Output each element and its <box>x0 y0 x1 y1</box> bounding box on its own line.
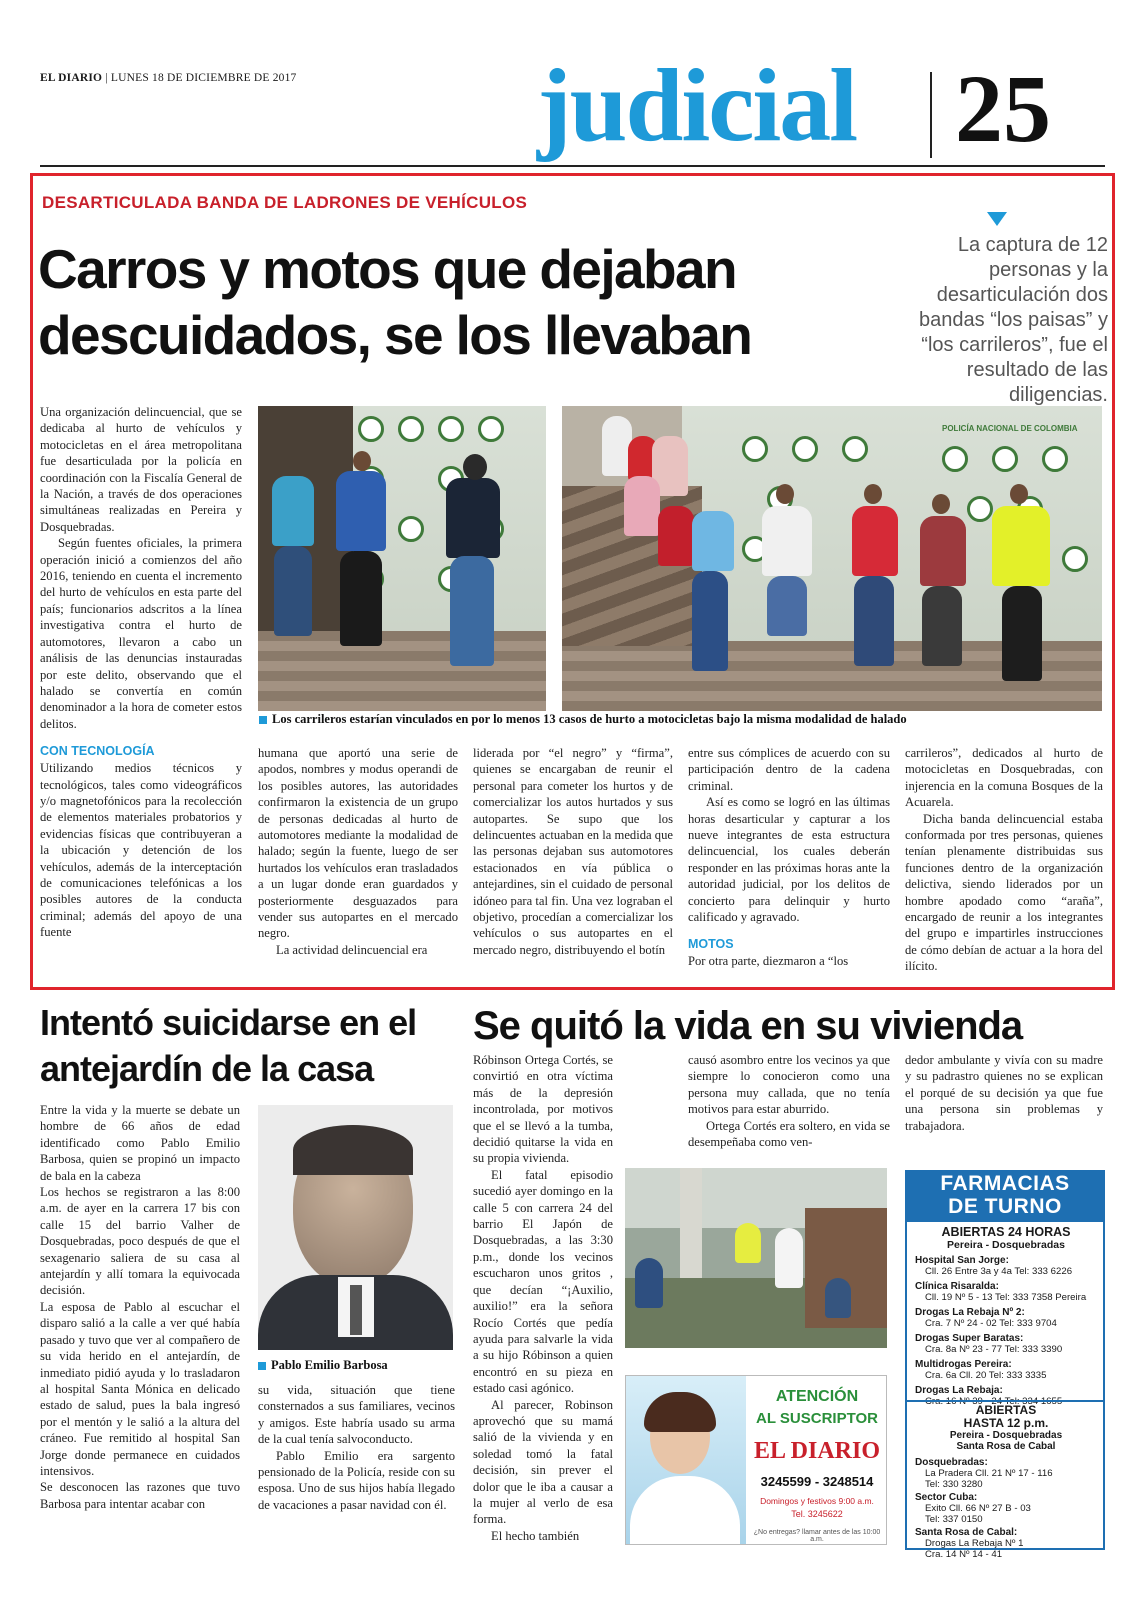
main-col-3 <box>473 745 673 958</box>
photo-wall-text: POLICÍA NACIONAL DE COLOMBIA <box>942 424 1078 433</box>
body-text: La actividad delincuencial era <box>276 942 428 957</box>
caption-square-icon <box>258 1362 266 1370</box>
section-divider <box>930 72 932 158</box>
story3-col-1 <box>473 1052 613 1544</box>
body-text: liderada por “el negro” y “firma”, quienes se encargaban de reunir el personal para cometer los hurtos y de comercializar los autos hurtados y sus autopartes. Se supo que los delincuentes actuaban en la medida que las personas dejaban sus automotores estacionados en vía pública o antejardines, sin el cuidado de personal idóneo para tal fin. Una vez lograban el objetivo, procedían a comercializar los vehículos o sus autopartes en el mercado negro, distribuyendo el botín <box>473 746 673 957</box>
masthead <box>40 48 1105 170</box>
body-text: Por otra parte, diezmaron a “los <box>688 954 849 969</box>
pharmacy-item: Dosquebradas: La Pradera Cll. 21 Nº 17 - 116 Tel: 330 3280 <box>915 1457 1053 1490</box>
pharmacies-12h-sub-2: Santa Rosa de Cabal <box>956 1441 1056 1452</box>
body-text: causó asombro entre los vecinos ya que siempre lo conocieron como una persona muy callada, que no tenía motivos para estar aburrido. <box>688 1053 890 1117</box>
body-text: carrileros”, dedicados al hurto de motocicletas en Dosquebradas, con injerencia en la comuna Bosques de la Acuarela. <box>905 746 1103 810</box>
pharmacies-24h: ABIERTAS 24 HORAS <box>941 1225 1071 1239</box>
pharmacies-header <box>907 1172 1103 1222</box>
body-text: entre sus cómplices de acuerdo con su participación dentro de la cadena criminal. <box>688 746 890 793</box>
ad-phones: 3245599 - 3248514 <box>760 1474 874 1489</box>
subscriber-ad[interactable] <box>625 1375 887 1545</box>
deck-arrow-icon <box>987 212 1007 226</box>
ad-tel: Tel. 3245622 <box>791 1509 843 1519</box>
story3-col-3 <box>905 1052 1103 1134</box>
story2-col-1 <box>40 1102 240 1512</box>
ad-note: ¿No entregas? llamar antes de las 10:00 a.m. <box>753 1529 881 1543</box>
body-text: Utilizando medios técnicos y tecnológicos, tales como videográficos y/o magnetofónicos para la recolección de elementos materiales probatorios y evidencias físicas que contribuyeran a la ubicación y detención de los vehículos, además de la interceptación de comunicaciones telefónicas a los posibles autores de la conducta criminal; además del apoyo de una fuente <box>40 761 242 940</box>
body-text: Dicha banda delincuencial estaba conformada por tres personas, quienes tenían plenamente distribuidas sus funciones dentro de la organización delictiva, siendo liderados por un hombre apodado como “araña”, encargado de reunir a los integrantes del grupo e impartirles instrucciones de cómo debían de actuar a la hora del ilícito. <box>905 811 1103 974</box>
masthead-rule <box>40 165 1105 167</box>
story3-headline: Se quitó la vida en su vivienda <box>473 1004 1023 1048</box>
body-text: El hecho también <box>491 1528 580 1543</box>
pharmacy-item: Drogas La Rebaja Nº 2: Cra. 7 Nº 24 - 02 Tel: 333 9704 <box>915 1307 1057 1329</box>
story2-caption: Pablo Emilio Barbosa <box>271 1358 388 1372</box>
main-photo-left <box>258 406 546 711</box>
body-text: su vida, situación que tiene consternados a sus familiares, vecinos y amigos. Este habría usado su arma de la cual tenía salvoconducto. <box>258 1383 455 1447</box>
issue-date: LUNES 18 DE DICIEMBRE DE 2017 <box>110 72 297 84</box>
story2-portrait <box>258 1105 453 1350</box>
body-text: Pablo Emilio era sargento pensionado de la Policía, reside con su esposa. Uno de sus hijos había llegado de vacaciones a pasar navidad con él. <box>258 1448 455 1512</box>
subhead-tecnologia: CON TECNOLOGÍA <box>40 744 155 759</box>
body-text: Entre la vida y la muerte se debate un hombre de 66 años de edad identificado como Pablo Emilio Barbosa, quien se propinó un impacto de bala en la cabeza Los hechos se registraron a las 8:00 a.m. de ayer en la carrera 17 bis con calle 15 del barrio Valher de Dosquebradas, poco después de que el sexagenario saliera de su casa al antejardín y allí tomara la equivocada decisión. La esposa de Pablo al escuchar el disparo salió a la calle a ver qué había pasado y tuvo que ver al compañero de su vida herido en el antejardín, de inmediato pidió ayuda y lo trasladaron al hospital Santa Mónica en delicado estado de salud, pues la bala ingresó por el mentón y le salió a la altura del cráneo. Fue remitido al hospital San Jorge donde permanece en cuidados intensivos. Se desconocen las razones que tuvo Barbosa para intentar acabar con <box>40 1103 240 1511</box>
main-photo-right <box>562 406 1102 711</box>
pharmacies-title-1: FARMACIAS <box>940 1172 1070 1195</box>
story2-col-2 <box>258 1382 455 1513</box>
story2-headline: Intentó suicidarse en el antejardín de la casa <box>40 1002 417 1089</box>
ad-brand: EL DIARIO <box>753 1438 881 1464</box>
body-text: Una organización delincuencial, que se dedicaba al hurto de vehículos y motocicletas en el área metropolitana fue desarticulada por la policía en coordinación con la Fiscalía General de la Nación, a través de dos operaciones simultáneas realizadas en Pereira y Dosquebradas. <box>40 405 242 534</box>
subhead-motos: MOTOS <box>688 937 734 952</box>
section-title: judicial <box>537 48 857 163</box>
main-headline: Carros y motos que dejaban descuidados, se los llevaban <box>38 238 752 366</box>
ad-operator-photo <box>626 1376 746 1545</box>
main-col-4 <box>688 745 890 970</box>
body-text: humana que aportó una serie de apodos, nombres y modus operandi de los posibles autores, las autoridades confirmaron la existencia de un grupo de personas dedicadas al hurto de automotores mediante la modalidad de halado; según la fuente, luego de ser hurtados los vehículos eran trasladados a un lugar donde eran guardados y posteriormente desguazados para vender sus autopartes en el mercado negro. <box>258 746 458 941</box>
main-col-5 <box>905 745 1103 975</box>
ad-line-2: AL SUSCRIPTOR <box>756 1410 878 1427</box>
main-col-2 <box>258 745 458 958</box>
story3-col-2 <box>688 1052 890 1150</box>
pharmacies-24h-sub: Pereira - Dosquebradas <box>947 1239 1065 1251</box>
story3-photo <box>625 1168 887 1348</box>
paper-name: EL DIARIO <box>40 72 103 84</box>
main-kicker: DESARTICULADA BANDA DE LADRONES DE VEHÍCULOS <box>42 193 528 212</box>
pharmacy-item: Multidrogas Pereira: Cra. 6a Cll. 20 Tel: 333 3335 <box>915 1359 1047 1381</box>
main-photo-caption: Los carrileros estarían vinculados en por lo menos 13 casos de hurto a motocicletas bajo la misma modalidad de halado <box>272 712 907 726</box>
body-text: Según fuentes oficiales, la primera operación inició a comienzos del año 2016, teniendo en cuenta el incremento del hurto de vehículos en esta parte del país; funcionarios adscritos a la línea investigativa contra el hurto de automotores, llevaron a cabo un análisis de las denuncias instauradas por este delito, observando que el halado se convertía en común denominador a la hora de cometer estos delitos. <box>40 536 242 731</box>
ad-line-1: ATENCIÓN <box>775 1388 859 1405</box>
pharmacies-title-2: DE TURNO <box>948 1195 1062 1218</box>
masthead-dateline: EL DIARIO | LUNES 18 DE DICIEMBRE DE 2017 <box>40 72 297 84</box>
pharmacies-box <box>905 1170 1105 1560</box>
ad-hours: Domingos y festivos 9:00 a.m. <box>760 1496 874 1506</box>
pharmacies-12h-b: HASTA 12 p.m. <box>963 1416 1049 1430</box>
body-text: Róbinson Ortega Cortés, se convirtió en otra víctima más de la depresión incontrolada, por motivos que el se llevó a la tumba, decidió quitarse la vida en su propia vivienda. <box>473 1053 613 1166</box>
body-text: Ortega Cortés era soltero, en vida se desempeñaba como ven- <box>688 1118 890 1150</box>
pharmacy-item: Hospital San Jorge: Cll. 26 Entre 3a y 4a Tel: 333 6226 <box>915 1255 1073 1277</box>
pharmacies-12h-sub-1: Pereira - Dosquebradas <box>949 1430 1063 1441</box>
body-text: El fatal episodio sucedió ayer domingo en la calle 5 con carrera 24 del barrio El Japón de Dosquebradas, a las 3:30 p.m., donde los vecinos escucharon unos gritos , que decían “¡Auxilio, auxilio!” era la señora Rocío Cortés que pedía ayuda para salvarle la vida a su hijo Róbinson a quien encontró en su pieza en estado casi agónico. <box>473 1167 613 1396</box>
pharmacy-item: Santa Rosa de Cabal: Drogas La Rebaja Nº 1 Cra. 14 Nº 14 - 41 <box>915 1527 1024 1560</box>
pharmacies-12h: ABIERTAS <box>975 1403 1037 1417</box>
body-text: dedor ambulante y vivía con su madre y su padrastro quienes no se explican el porqué de su decisión ya que fue una persona sin problemas y trabajadora. <box>905 1053 1103 1133</box>
pharmacy-item: Sector Cuba: Exito Cll. 66 Nº 27 B - 03 Tel: 337 0150 <box>915 1492 1031 1525</box>
pharmacy-item: Clínica Risaralda: Cll. 19 Nº 5 - 13 Tel: 333 7358 Pereira <box>915 1281 1087 1303</box>
body-text: Al parecer, Robinson aprovechó que su mamá salió de la vivienda y en soledad tomó la fatal decisión, sin prever el dolor que le iba a causar a la mujer al verlo de esa forma. <box>473 1397 613 1527</box>
page-number: 25 <box>955 55 1051 162</box>
pharmacy-item: Drogas Super Baratas: Cra. 8a Nº 23 - 77 Tel: 333 3390 <box>915 1333 1063 1355</box>
pharmacy-item: Drogas La Rebaja: <box>915 1385 1003 1396</box>
main-col-1 <box>40 404 242 941</box>
body-text: Así es como se logró en las últimas horas desarticular y capturar a los nueve integrantes de esta estructura delincuencial, los cuales deberán responder en las próximas horas ante la autoridad judicial, por los delitos de concierto para delinquir y hurto calificado y agravado. <box>688 795 890 925</box>
caption-square-icon <box>259 716 267 724</box>
main-deck: La captura de 12 personas y la desarticulación dos bandas “los paisas” y “los carrileros”, fue el resultado de las diligencias. <box>919 234 1108 406</box>
